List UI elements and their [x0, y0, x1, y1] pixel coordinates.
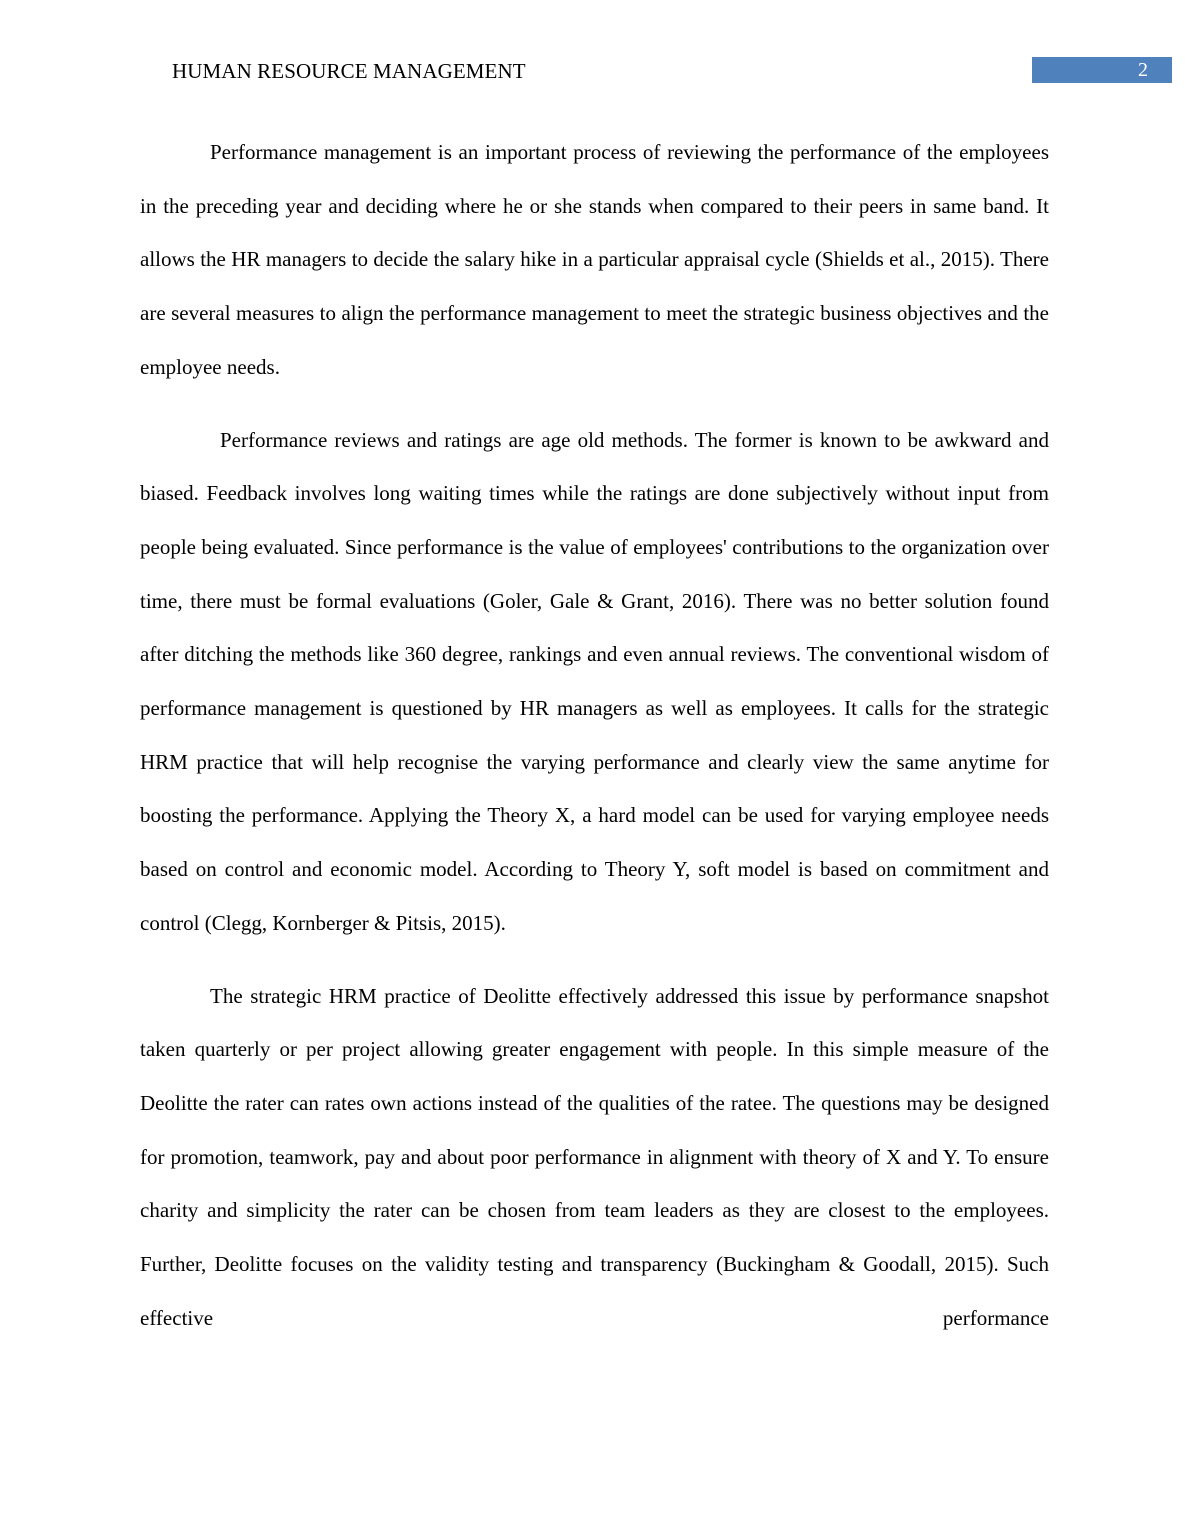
paragraph-deloitte-practice: The strategic HRM practice of Deolitte effectively addressed this issue by performance snapshot taken quarterly or per project allowing greater engagement with people. In this simple measure of the Deolitte the rater can rates own actions instead of the qualities of the ratee. The questions may be designed for promotion, teamwork, pay and about poor performance in alignment with theory of X and Y. To ensure charity and simplicity the rater can be chosen from team leaders as they are closest to the employees. Further, Deolitte focuses on the validity testing and transparency (Buckingham & Goodall, 2015). Such effective performance — [140, 983, 1049, 1330]
paragraph-performance-management: Performance management is an important process of reviewing the performance of the employees in the preceding year and deciding where he or she stands when compared to their peers in same band. It allows the HR managers to decide the salary hike in a particular appraisal cycle (Shields et al., 2015). There are several measures to align the performance management to meet the strategic business objectives and the employee needs. — [140, 140, 1049, 379]
running-head: HUMAN RESOURCE MANAGEMENT — [172, 59, 526, 83]
page-number: 2 — [1138, 59, 1148, 81]
page-header — [0, 0, 1190, 100]
page-number-badge — [1032, 57, 1172, 83]
paragraph-performance-reviews: Performance reviews and ratings are age old methods. The former is known to be awkward and biased. Feedback involves long waiting times while the ratings are done subjectively without input from people being evaluated. Since performance is the value of employees' contributions to the organization over time, there must be formal evaluations (Goler, Gale & Grant, 2016). There was no better solution found after ditching the methods like 360 degree, rankings and even annual reviews. The conventional wisdom of performance management is questioned by HR managers as well as employees. It calls for the strategic HRM practice that will help recognise the varying performance and clearly view the same anytime for boosting the performance. Applying the Theory X, a hard model can be used for varying employee needs based on control and economic model. According to Theory Y, soft model is based on commitment and control (Clegg, Kornberger & Pitsis, 2015). — [140, 427, 1049, 935]
document-body — [140, 126, 1049, 1345]
